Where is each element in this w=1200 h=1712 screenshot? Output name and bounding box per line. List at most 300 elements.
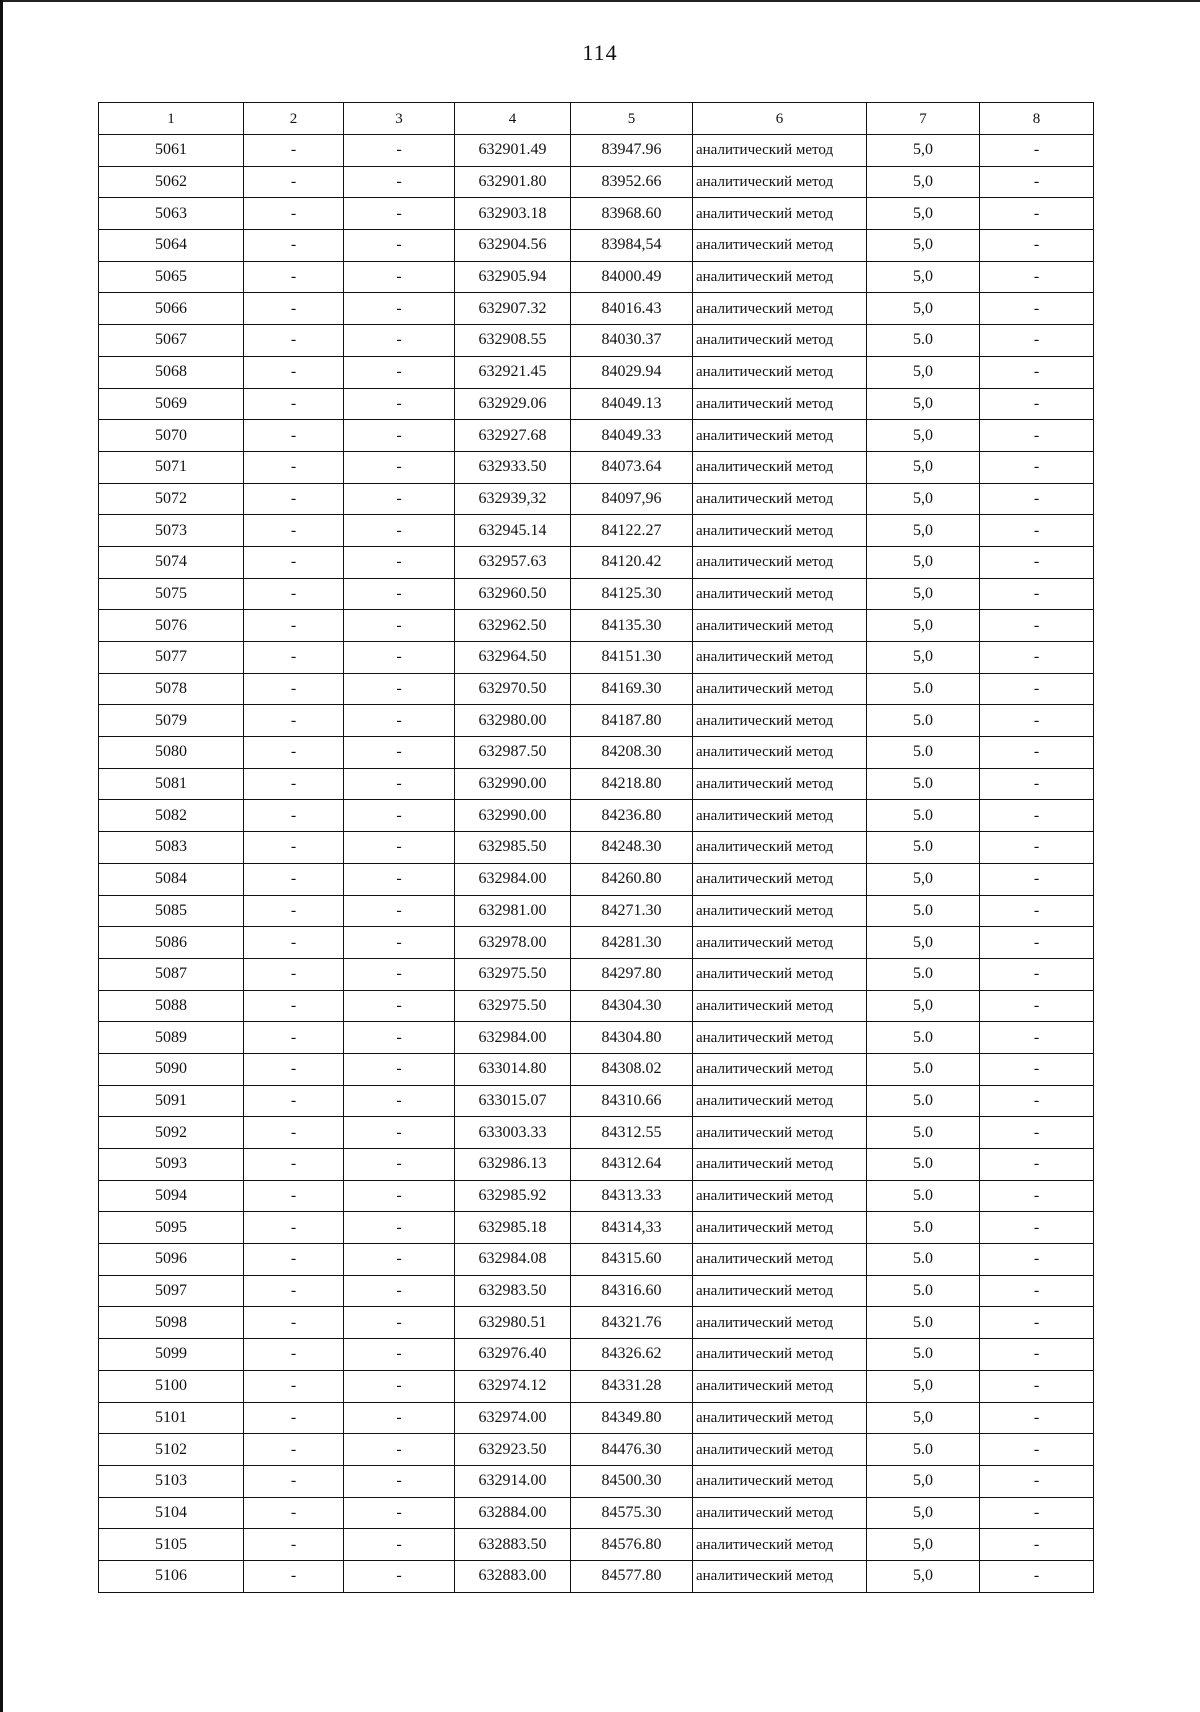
x-coordinate-cell: 632907.32 bbox=[455, 293, 571, 325]
point-number-cell: 5063 bbox=[99, 198, 244, 230]
method-cell: аналитический метод bbox=[693, 388, 867, 420]
col8-cell: - bbox=[980, 578, 1094, 610]
col3-cell: - bbox=[344, 927, 455, 959]
x-coordinate-cell: 632975.50 bbox=[455, 990, 571, 1022]
x-coordinate-cell: 632974.12 bbox=[455, 1370, 571, 1402]
col3-cell: - bbox=[344, 990, 455, 1022]
col8-cell: - bbox=[980, 198, 1094, 230]
accuracy-cell: 5.0 bbox=[867, 1339, 980, 1371]
col8-cell: - bbox=[980, 388, 1094, 420]
table-row bbox=[99, 1465, 1094, 1497]
y-coordinate-cell: 84120.42 bbox=[571, 546, 693, 578]
col8-cell: - bbox=[980, 1370, 1094, 1402]
x-coordinate-cell: 632990.00 bbox=[455, 768, 571, 800]
col8-cell: - bbox=[980, 1053, 1094, 1085]
col2-cell: - bbox=[244, 546, 344, 578]
method-cell: аналитический метод bbox=[693, 1180, 867, 1212]
table-row bbox=[99, 642, 1094, 674]
accuracy-cell: 5,0 bbox=[867, 1370, 980, 1402]
accuracy-cell: 5,0 bbox=[867, 1402, 980, 1434]
method-cell: аналитический метод bbox=[693, 1117, 867, 1149]
col8-cell: - bbox=[980, 768, 1094, 800]
x-coordinate-cell: 632923.50 bbox=[455, 1434, 571, 1466]
table-body bbox=[99, 103, 1094, 1593]
col8-cell: - bbox=[980, 1244, 1094, 1276]
method-cell: аналитический метод bbox=[693, 610, 867, 642]
y-coordinate-cell: 84187.80 bbox=[571, 705, 693, 737]
col8-cell: - bbox=[980, 1465, 1094, 1497]
col2-cell: - bbox=[244, 863, 344, 895]
col2-cell: - bbox=[244, 927, 344, 959]
y-coordinate-cell: 84312.64 bbox=[571, 1149, 693, 1181]
accuracy-cell: 5.0 bbox=[867, 895, 980, 927]
table-row bbox=[99, 515, 1094, 547]
y-coordinate-cell: 84297.80 bbox=[571, 958, 693, 990]
table-row bbox=[99, 546, 1094, 578]
y-coordinate-cell: 84349.80 bbox=[571, 1402, 693, 1434]
point-number-cell: 5093 bbox=[99, 1149, 244, 1181]
col2-cell: - bbox=[244, 705, 344, 737]
accuracy-cell: 5.0 bbox=[867, 800, 980, 832]
col3-cell: - bbox=[344, 1434, 455, 1466]
col2-cell: - bbox=[244, 958, 344, 990]
col8-cell: - bbox=[980, 642, 1094, 674]
accuracy-cell: 5.0 bbox=[867, 1053, 980, 1085]
col2-cell: - bbox=[244, 990, 344, 1022]
table-row bbox=[99, 1339, 1094, 1371]
method-cell: аналитический метод bbox=[693, 1497, 867, 1529]
col3-cell: - bbox=[344, 388, 455, 420]
method-cell: аналитический метод bbox=[693, 135, 867, 167]
accuracy-cell: 5,0 bbox=[867, 642, 980, 674]
scan-left-border bbox=[0, 0, 3, 1712]
col2-cell: - bbox=[244, 610, 344, 642]
col3-cell: - bbox=[344, 166, 455, 198]
y-coordinate-cell: 84208.30 bbox=[571, 737, 693, 769]
method-cell: аналитический метод bbox=[693, 230, 867, 262]
accuracy-cell: 5,0 bbox=[867, 546, 980, 578]
col2-cell: - bbox=[244, 642, 344, 674]
method-cell: аналитический метод bbox=[693, 1244, 867, 1276]
x-coordinate-cell: 632908.55 bbox=[455, 325, 571, 357]
table-row bbox=[99, 135, 1094, 167]
col3-cell: - bbox=[344, 325, 455, 357]
point-number-cell: 5065 bbox=[99, 261, 244, 293]
point-number-cell: 5067 bbox=[99, 325, 244, 357]
col2-cell: - bbox=[244, 1434, 344, 1466]
table-row bbox=[99, 1497, 1094, 1529]
col2-cell: - bbox=[244, 515, 344, 547]
table-row bbox=[99, 1529, 1094, 1561]
x-coordinate-cell: 632883.50 bbox=[455, 1529, 571, 1561]
col3-cell: - bbox=[344, 1085, 455, 1117]
table-row bbox=[99, 325, 1094, 357]
point-number-cell: 5062 bbox=[99, 166, 244, 198]
method-cell: аналитический метод bbox=[693, 1307, 867, 1339]
y-coordinate-cell: 84049.33 bbox=[571, 420, 693, 452]
table-row bbox=[99, 356, 1094, 388]
point-number-cell: 5074 bbox=[99, 546, 244, 578]
coordinates-table bbox=[98, 102, 1094, 1593]
table-row bbox=[99, 1117, 1094, 1149]
col3-cell: - bbox=[344, 1244, 455, 1276]
point-number-cell: 5084 bbox=[99, 863, 244, 895]
point-number-cell: 5068 bbox=[99, 356, 244, 388]
method-cell: аналитический метод bbox=[693, 1434, 867, 1466]
col8-cell: - bbox=[980, 135, 1094, 167]
point-number-cell: 5105 bbox=[99, 1529, 244, 1561]
table-row bbox=[99, 198, 1094, 230]
col8-cell: - bbox=[980, 610, 1094, 642]
table-row bbox=[99, 990, 1094, 1022]
col8-cell: - bbox=[980, 230, 1094, 262]
table-row bbox=[99, 673, 1094, 705]
method-cell: аналитический метод bbox=[693, 261, 867, 293]
col2-cell: - bbox=[244, 166, 344, 198]
method-cell: аналитический метод bbox=[693, 325, 867, 357]
col2-cell: - bbox=[244, 198, 344, 230]
y-coordinate-cell: 84218.80 bbox=[571, 768, 693, 800]
point-number-cell: 5101 bbox=[99, 1402, 244, 1434]
table-row bbox=[99, 1180, 1094, 1212]
col3-cell: - bbox=[344, 261, 455, 293]
point-number-cell: 5086 bbox=[99, 927, 244, 959]
point-number-cell: 5072 bbox=[99, 483, 244, 515]
col8-cell: - bbox=[980, 451, 1094, 483]
point-number-cell: 5076 bbox=[99, 610, 244, 642]
col3-cell: - bbox=[344, 1149, 455, 1181]
point-number-cell: 5066 bbox=[99, 293, 244, 325]
x-coordinate-cell: 633015.07 bbox=[455, 1085, 571, 1117]
col3-cell: - bbox=[344, 515, 455, 547]
x-coordinate-cell: 632939,32 bbox=[455, 483, 571, 515]
accuracy-cell: 5,0 bbox=[867, 388, 980, 420]
y-coordinate-cell: 83984,54 bbox=[571, 230, 693, 262]
point-number-cell: 5092 bbox=[99, 1117, 244, 1149]
col3-cell: - bbox=[344, 483, 455, 515]
x-coordinate-cell: 632962.50 bbox=[455, 610, 571, 642]
accuracy-cell: 5,0 bbox=[867, 927, 980, 959]
col2-cell: - bbox=[244, 1244, 344, 1276]
col2-cell: - bbox=[244, 1212, 344, 1244]
table-row bbox=[99, 1085, 1094, 1117]
point-number-cell: 5073 bbox=[99, 515, 244, 547]
col3-cell: - bbox=[344, 135, 455, 167]
col2-cell: - bbox=[244, 1149, 344, 1181]
x-coordinate-cell: 632990.00 bbox=[455, 800, 571, 832]
table-row bbox=[99, 800, 1094, 832]
y-coordinate-cell: 84304.30 bbox=[571, 990, 693, 1022]
x-coordinate-cell: 632985.50 bbox=[455, 832, 571, 864]
column-header: 8 bbox=[980, 103, 1094, 135]
table-row bbox=[99, 1275, 1094, 1307]
x-coordinate-cell: 632985.92 bbox=[455, 1180, 571, 1212]
col3-cell: - bbox=[344, 737, 455, 769]
y-coordinate-cell: 84575.30 bbox=[571, 1497, 693, 1529]
x-coordinate-cell: 632903.18 bbox=[455, 198, 571, 230]
x-coordinate-cell: 632984.00 bbox=[455, 1022, 571, 1054]
y-coordinate-cell: 84097,96 bbox=[571, 483, 693, 515]
col8-cell: - bbox=[980, 1307, 1094, 1339]
col8-cell: - bbox=[980, 705, 1094, 737]
column-header: 6 bbox=[693, 103, 867, 135]
point-number-cell: 5075 bbox=[99, 578, 244, 610]
accuracy-cell: 5,0 bbox=[867, 990, 980, 1022]
col2-cell: - bbox=[244, 1022, 344, 1054]
table-row bbox=[99, 1370, 1094, 1402]
col3-cell: - bbox=[344, 1339, 455, 1371]
x-coordinate-cell: 633014.80 bbox=[455, 1053, 571, 1085]
accuracy-cell: 5,0 bbox=[867, 1560, 980, 1592]
col8-cell: - bbox=[980, 1149, 1094, 1181]
accuracy-cell: 5,0 bbox=[867, 578, 980, 610]
col3-cell: - bbox=[344, 1022, 455, 1054]
col8-cell: - bbox=[980, 1117, 1094, 1149]
x-coordinate-cell: 632933.50 bbox=[455, 451, 571, 483]
accuracy-cell: 5.0 bbox=[867, 832, 980, 864]
method-cell: аналитический метод bbox=[693, 1085, 867, 1117]
y-coordinate-cell: 84312.55 bbox=[571, 1117, 693, 1149]
col8-cell: - bbox=[980, 927, 1094, 959]
x-coordinate-cell: 632960.50 bbox=[455, 578, 571, 610]
table-row bbox=[99, 483, 1094, 515]
table-row bbox=[99, 388, 1094, 420]
accuracy-cell: 5.0 bbox=[867, 1212, 980, 1244]
accuracy-cell: 5,0 bbox=[867, 1465, 980, 1497]
method-cell: аналитический метод bbox=[693, 863, 867, 895]
col8-cell: - bbox=[980, 895, 1094, 927]
accuracy-cell: 5,0 bbox=[867, 1529, 980, 1561]
point-number-cell: 5077 bbox=[99, 642, 244, 674]
y-coordinate-cell: 84248.30 bbox=[571, 832, 693, 864]
method-cell: аналитический метод bbox=[693, 1370, 867, 1402]
method-cell: аналитический метод bbox=[693, 673, 867, 705]
column-header: 5 bbox=[571, 103, 693, 135]
col8-cell: - bbox=[980, 990, 1094, 1022]
x-coordinate-cell: 632929.06 bbox=[455, 388, 571, 420]
col3-cell: - bbox=[344, 356, 455, 388]
method-cell: аналитический метод bbox=[693, 1022, 867, 1054]
table-row bbox=[99, 261, 1094, 293]
col8-cell: - bbox=[980, 1275, 1094, 1307]
method-cell: аналитический метод bbox=[693, 1275, 867, 1307]
table-row bbox=[99, 927, 1094, 959]
y-coordinate-cell: 84169.30 bbox=[571, 673, 693, 705]
accuracy-cell: 5.0 bbox=[867, 1149, 980, 1181]
accuracy-cell: 5.0 bbox=[867, 1275, 980, 1307]
point-number-cell: 5097 bbox=[99, 1275, 244, 1307]
accuracy-cell: 5.0 bbox=[867, 737, 980, 769]
method-cell: аналитический метод bbox=[693, 800, 867, 832]
col2-cell: - bbox=[244, 261, 344, 293]
column-header: 4 bbox=[455, 103, 571, 135]
accuracy-cell: 5.0 bbox=[867, 673, 980, 705]
y-coordinate-cell: 84315.60 bbox=[571, 1244, 693, 1276]
column-header: 3 bbox=[344, 103, 455, 135]
method-cell: аналитический метод bbox=[693, 166, 867, 198]
y-coordinate-cell: 84310.66 bbox=[571, 1085, 693, 1117]
col2-cell: - bbox=[244, 1465, 344, 1497]
accuracy-cell: 5,0 bbox=[867, 135, 980, 167]
method-cell: аналитический метод bbox=[693, 1149, 867, 1181]
y-coordinate-cell: 84316.60 bbox=[571, 1275, 693, 1307]
col8-cell: - bbox=[980, 1402, 1094, 1434]
method-cell: аналитический метод bbox=[693, 990, 867, 1022]
point-number-cell: 5082 bbox=[99, 800, 244, 832]
accuracy-cell: 5,0 bbox=[867, 451, 980, 483]
table-row bbox=[99, 1434, 1094, 1466]
y-coordinate-cell: 83968.60 bbox=[571, 198, 693, 230]
col2-cell: - bbox=[244, 293, 344, 325]
col8-cell: - bbox=[980, 1560, 1094, 1592]
table-row bbox=[99, 293, 1094, 325]
table-row bbox=[99, 1402, 1094, 1434]
table-row bbox=[99, 1560, 1094, 1592]
col2-cell: - bbox=[244, 230, 344, 262]
column-header: 2 bbox=[244, 103, 344, 135]
y-coordinate-cell: 84576.80 bbox=[571, 1529, 693, 1561]
col3-cell: - bbox=[344, 958, 455, 990]
x-coordinate-cell: 632985.18 bbox=[455, 1212, 571, 1244]
y-coordinate-cell: 84308.02 bbox=[571, 1053, 693, 1085]
accuracy-cell: 5.0 bbox=[867, 958, 980, 990]
method-cell: аналитический метод bbox=[693, 198, 867, 230]
point-number-cell: 5094 bbox=[99, 1180, 244, 1212]
col8-cell: - bbox=[980, 546, 1094, 578]
accuracy-cell: 5.0 bbox=[867, 1117, 980, 1149]
col2-cell: - bbox=[244, 673, 344, 705]
table-row bbox=[99, 705, 1094, 737]
y-coordinate-cell: 83952.66 bbox=[571, 166, 693, 198]
point-number-cell: 5095 bbox=[99, 1212, 244, 1244]
point-number-cell: 5080 bbox=[99, 737, 244, 769]
col8-cell: - bbox=[980, 515, 1094, 547]
accuracy-cell: 5,0 bbox=[867, 420, 980, 452]
col3-cell: - bbox=[344, 1402, 455, 1434]
col3-cell: - bbox=[344, 451, 455, 483]
method-cell: аналитический метод bbox=[693, 1529, 867, 1561]
y-coordinate-cell: 84030.37 bbox=[571, 325, 693, 357]
point-number-cell: 5090 bbox=[99, 1053, 244, 1085]
table-row bbox=[99, 737, 1094, 769]
table-row bbox=[99, 958, 1094, 990]
col8-cell: - bbox=[980, 958, 1094, 990]
x-coordinate-cell: 632987.50 bbox=[455, 737, 571, 769]
table-row bbox=[99, 420, 1094, 452]
col3-cell: - bbox=[344, 198, 455, 230]
y-coordinate-cell: 84151.30 bbox=[571, 642, 693, 674]
method-cell: аналитический метод bbox=[693, 1212, 867, 1244]
col8-cell: - bbox=[980, 673, 1094, 705]
accuracy-cell: 5,0 bbox=[867, 610, 980, 642]
col2-cell: - bbox=[244, 895, 344, 927]
method-cell: аналитический метод bbox=[693, 832, 867, 864]
x-coordinate-cell: 632984.00 bbox=[455, 863, 571, 895]
y-coordinate-cell: 84321.76 bbox=[571, 1307, 693, 1339]
x-coordinate-cell: 632964.50 bbox=[455, 642, 571, 674]
method-cell: аналитический метод bbox=[693, 642, 867, 674]
point-number-cell: 5078 bbox=[99, 673, 244, 705]
x-coordinate-cell: 632884.00 bbox=[455, 1497, 571, 1529]
col2-cell: - bbox=[244, 1560, 344, 1592]
y-coordinate-cell: 84313.33 bbox=[571, 1180, 693, 1212]
col2-cell: - bbox=[244, 578, 344, 610]
x-coordinate-cell: 632980.00 bbox=[455, 705, 571, 737]
col2-cell: - bbox=[244, 768, 344, 800]
table-row bbox=[99, 1212, 1094, 1244]
point-number-cell: 5088 bbox=[99, 990, 244, 1022]
col3-cell: - bbox=[344, 895, 455, 927]
point-number-cell: 5106 bbox=[99, 1560, 244, 1592]
col2-cell: - bbox=[244, 1497, 344, 1529]
table-header-row bbox=[99, 103, 1094, 135]
y-coordinate-cell: 84500.30 bbox=[571, 1465, 693, 1497]
col8-cell: - bbox=[980, 1497, 1094, 1529]
table-row bbox=[99, 578, 1094, 610]
col2-cell: - bbox=[244, 1402, 344, 1434]
x-coordinate-cell: 632945.14 bbox=[455, 515, 571, 547]
point-number-cell: 5100 bbox=[99, 1370, 244, 1402]
accuracy-cell: 5,0 bbox=[867, 261, 980, 293]
point-number-cell: 5071 bbox=[99, 451, 244, 483]
table-row bbox=[99, 1307, 1094, 1339]
y-coordinate-cell: 84029.94 bbox=[571, 356, 693, 388]
y-coordinate-cell: 84314,33 bbox=[571, 1212, 693, 1244]
col2-cell: - bbox=[244, 1275, 344, 1307]
col2-cell: - bbox=[244, 1180, 344, 1212]
accuracy-cell: 5,0 bbox=[867, 515, 980, 547]
x-coordinate-cell: 632921.45 bbox=[455, 356, 571, 388]
accuracy-cell: 5,0 bbox=[867, 1497, 980, 1529]
method-cell: аналитический метод bbox=[693, 1402, 867, 1434]
table-row bbox=[99, 832, 1094, 864]
method-cell: аналитический метод bbox=[693, 1053, 867, 1085]
col2-cell: - bbox=[244, 1370, 344, 1402]
method-cell: аналитический метод bbox=[693, 420, 867, 452]
accuracy-cell: 5.0 bbox=[867, 705, 980, 737]
col8-cell: - bbox=[980, 1529, 1094, 1561]
method-cell: аналитический метод bbox=[693, 546, 867, 578]
accuracy-cell: 5,0 bbox=[867, 483, 980, 515]
point-number-cell: 5064 bbox=[99, 230, 244, 262]
col2-cell: - bbox=[244, 1529, 344, 1561]
col3-cell: - bbox=[344, 1529, 455, 1561]
point-number-cell: 5079 bbox=[99, 705, 244, 737]
accuracy-cell: 5.0 bbox=[867, 1307, 980, 1339]
x-coordinate-cell: 632986.13 bbox=[455, 1149, 571, 1181]
col3-cell: - bbox=[344, 673, 455, 705]
col3-cell: - bbox=[344, 293, 455, 325]
accuracy-cell: 5.0 bbox=[867, 768, 980, 800]
x-coordinate-cell: 632970.50 bbox=[455, 673, 571, 705]
table-row bbox=[99, 610, 1094, 642]
table-row bbox=[99, 451, 1094, 483]
col2-cell: - bbox=[244, 1117, 344, 1149]
point-number-cell: 5099 bbox=[99, 1339, 244, 1371]
method-cell: аналитический метод bbox=[693, 895, 867, 927]
table-row bbox=[99, 895, 1094, 927]
col2-cell: - bbox=[244, 800, 344, 832]
col3-cell: - bbox=[344, 642, 455, 674]
x-coordinate-cell: 632975.50 bbox=[455, 958, 571, 990]
point-number-cell: 5103 bbox=[99, 1465, 244, 1497]
col3-cell: - bbox=[344, 863, 455, 895]
col3-cell: - bbox=[344, 1465, 455, 1497]
method-cell: аналитический метод bbox=[693, 451, 867, 483]
col8-cell: - bbox=[980, 483, 1094, 515]
col2-cell: - bbox=[244, 325, 344, 357]
col2-cell: - bbox=[244, 832, 344, 864]
